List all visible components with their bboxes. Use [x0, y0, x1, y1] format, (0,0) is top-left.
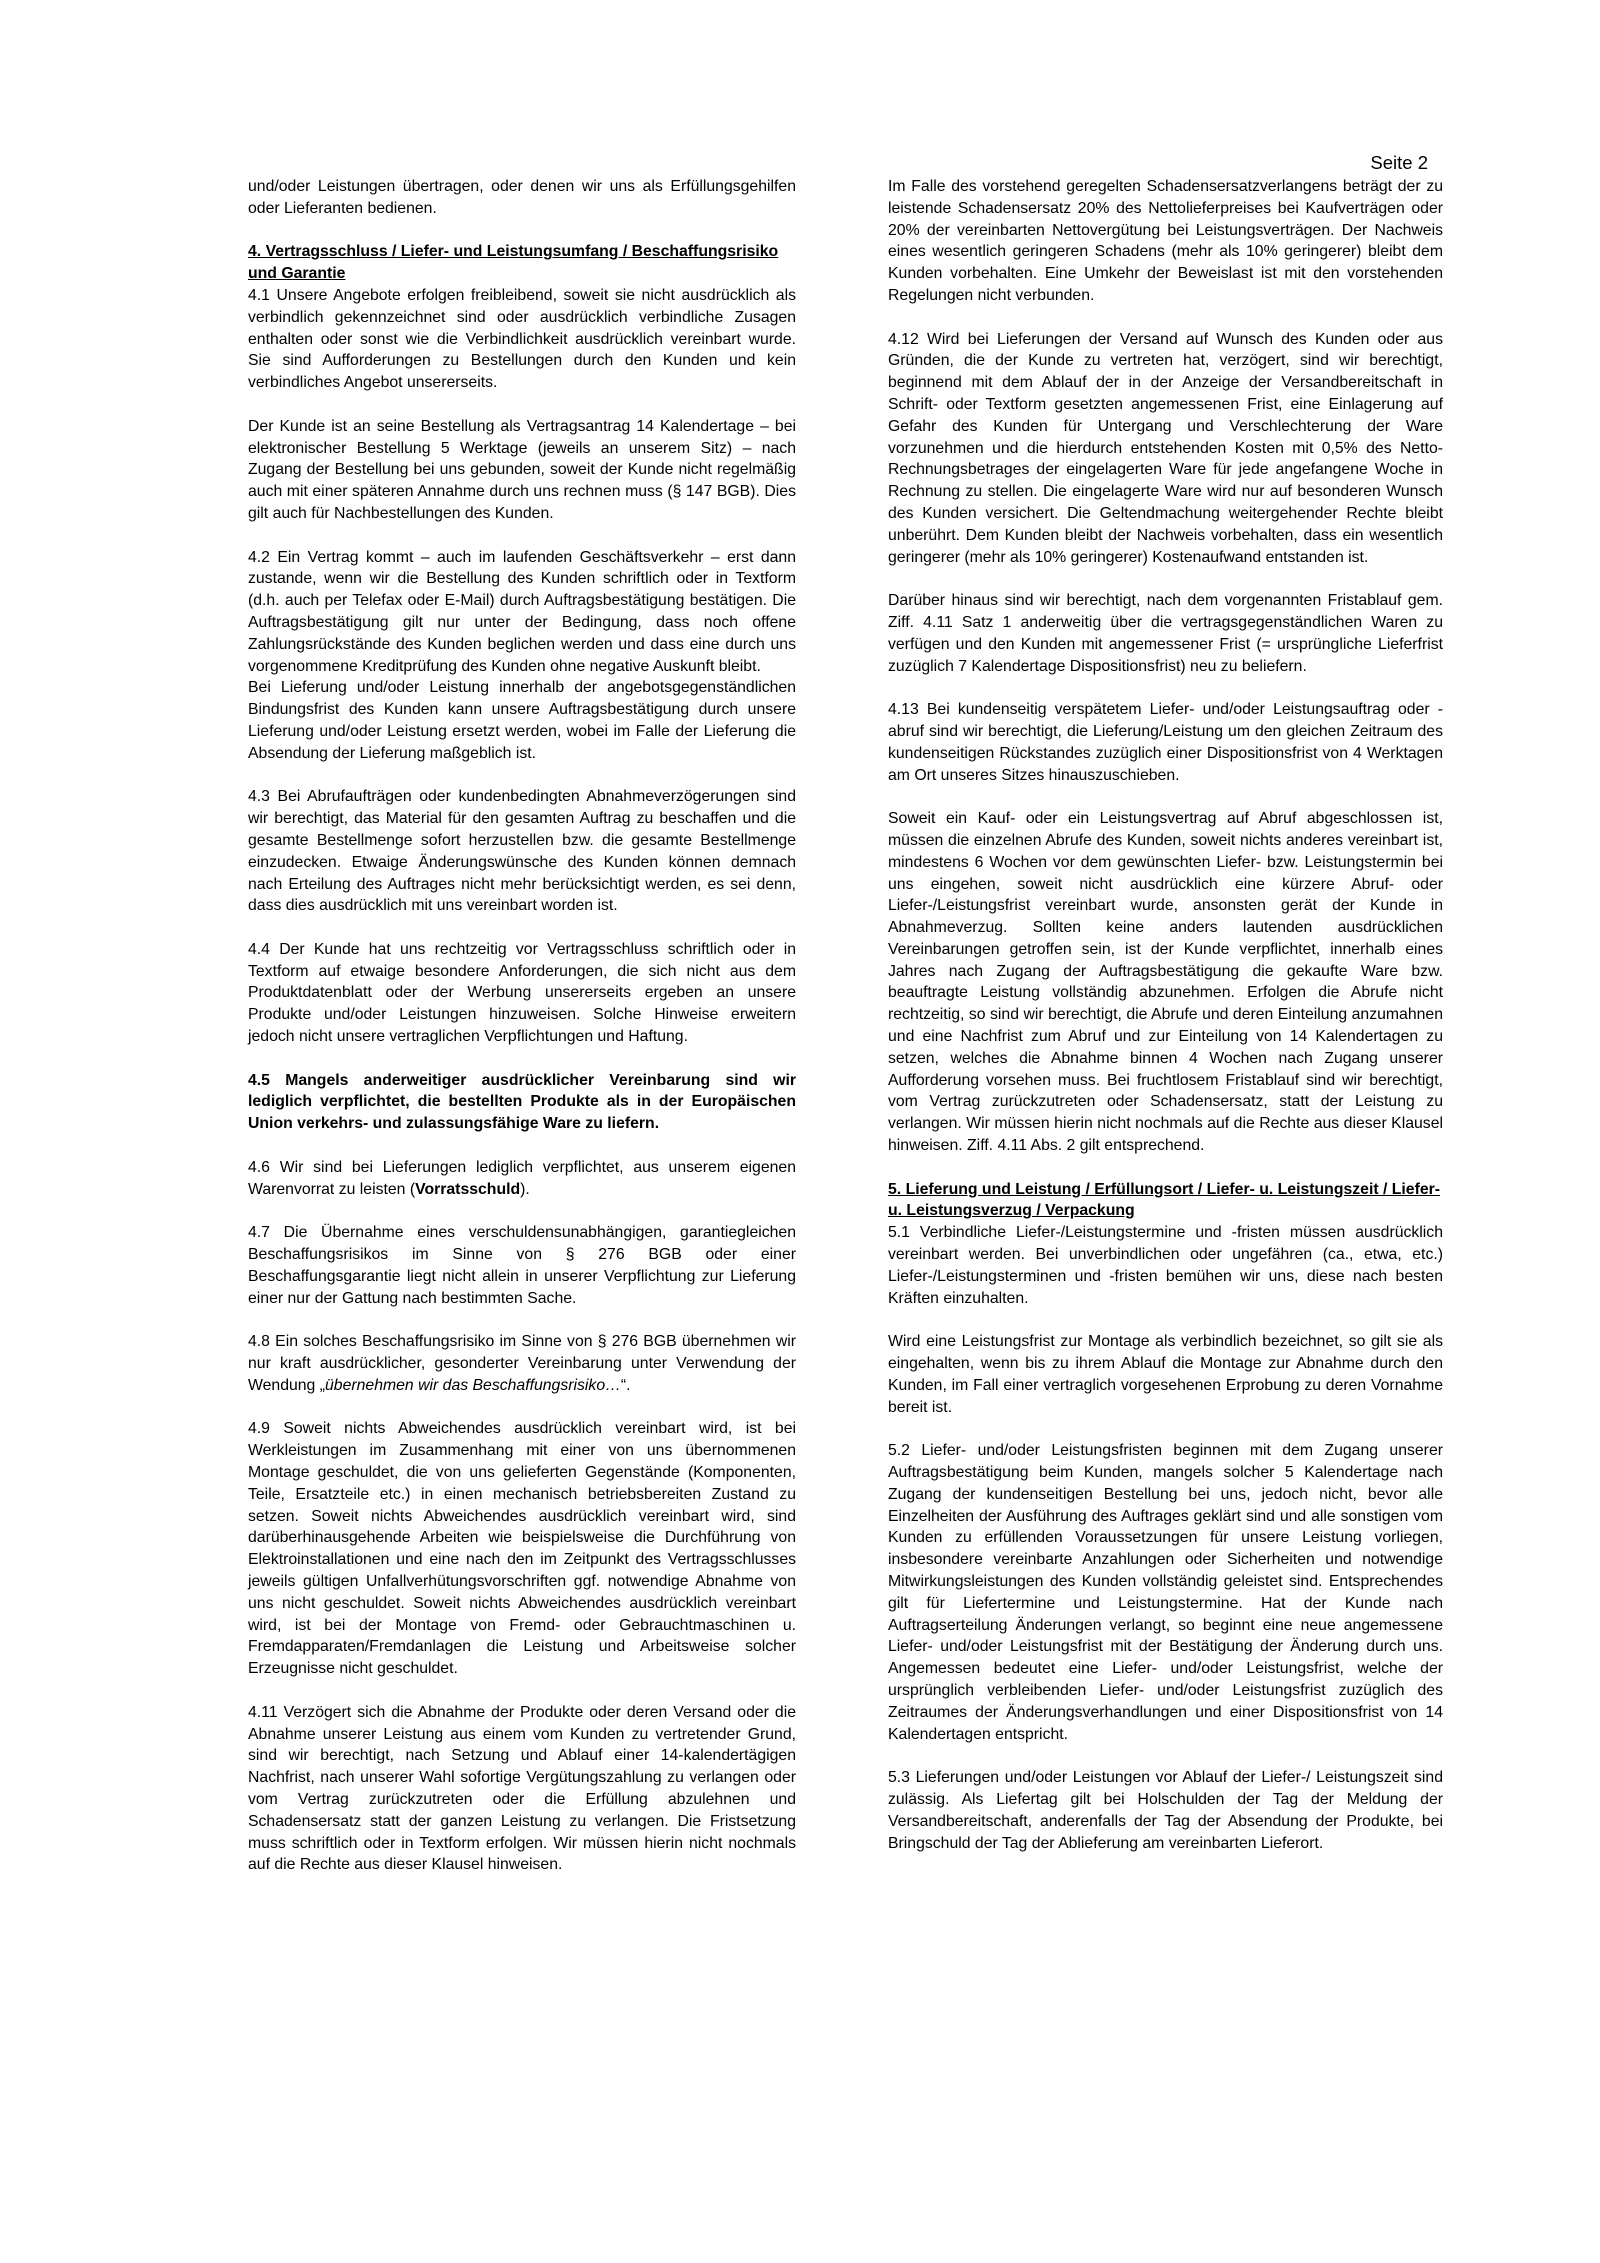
text-run: ).: [520, 1180, 530, 1198]
paragraph: [248, 1157, 796, 1201]
paragraph: Bei Lieferung und/oder Leistung innerhalb der angebotsgegenständlichen Bindungsfrist des Kunden kann unsere Auftragsbestätigung durch unsere Lieferung und/oder Leistung ersetzt werden, wobei im Falle der Lieferung die Absendung der Lieferung maßgeblich ist.: [248, 679, 796, 762]
paragraph: 4.3 Bei Abrufaufträgen oder kundenbedingten Abnahmeverzögerungen sind wir berechtigt, das Material für den gesamten Auftrag zu beschaffen und die gesamte Bestellmenge sofort herzustellen bzw. die gesamte Bestellmenge einzudecken. Etwaige Änderungswünsche des Kunden können demnach nach Erteilung des Auftrages nicht mehr berücksichtigt werden, es sei denn, dass dies ausdrücklich mit uns vereinbart worden ist.: [248, 788, 796, 915]
paragraph: 4.4 Der Kunde hat uns rechtzeitig vor Vertragsschluss schriftlich oder in Textform auf etwaige besondere Anforderungen, die sich nicht aus dem Produktdatenblatt oder der Werbung unsererseits ergeben an unsere Produkte und/oder Leistungen hinzuweisen. Solche Hinweise erweitern jedoch nicht unsere vertraglichen Verpflichtungen und Haftung.: [248, 940, 796, 1046]
page-number: Seite 2: [1370, 152, 1428, 173]
paragraph: 5.2 Liefer- und/oder Leistungsfristen beginnen mit dem Zugang unserer Auftragsbestätigung beim Kunden, mangels solcher 5 Kalendertage nach Zugang der kundenseitigen Bestellung bei uns, jedoch nicht, bevor alle Einzelheiten der Ausführung des Auftrages geklärt sind und alle sonstigen vom Kunden zu erfüllenden Voraussetzungen für unsere Leistung vorliegen, insbesondere vereinbarte Anzahlungen oder Sicherheiten und notwendige Mitwirkungsleistungen des Kunden vollständig geleistet sind. Entsprechendes gilt für Liefertermine und Leistungstermine. Hat der Kunde nach Auftragserteilung Änderungen verlangt, so beginnt eine neue angemessene Liefer- und/oder Leistungsfrist mit der Bestätigung der Änderung durch uns. Angemessen bedeutet eine Liefer- und/oder Leistungsfrist, welche der ursprünglich verbleibenden Liefer- und/oder Leistungsfrist zuzüglich des Zeitraumes der Änderungsverhandlungen und einer Dispositionsfrist von 14 Kalendertagen entspricht.: [888, 1442, 1443, 1743]
left-column: [248, 176, 796, 1876]
section-heading: 4. Vertragsschluss / Liefer- und Leistungsumfang / Beschaffungsrisiko und Garantie: [248, 243, 779, 283]
section-heading: 5. Lieferung und Leistung / Erfüllungsort / Liefer- u. Leistungszeit / Liefer- u. Leistungsverzug / Verpackung: [888, 1180, 1441, 1220]
paragraph: Im Falle des vorstehend geregelten Schadensersatzverlangens beträgt der zu leistende Schadensersatz 20% des Nettolieferpreises bei Kaufverträgen oder 20% der vereinbarten Nettovergütung bei Leistungsverträgen. Der Nachweis eines wesentlich geringeren Schadens (mehr als 10% geringerer) bleibt dem Kunden vorbehalten. Eine Umkehr der Beweislast ist mit den vorstehenden Regelungen nicht verbunden.: [888, 178, 1443, 304]
paragraph: 4.1 Unsere Angebote erfolgen freibleibend, soweit sie nicht ausdrücklich als verbindlich gekennzeichnet sind oder ausdrücklich verbindliche Zusagen enthalten oder sonst wie die Verbindlichkeit ausdrücklich vereinbart wurde. Sie sind Aufforderungen zu Bestellungen durch den Kunden und kein verbindliches Angebot unsererseits.: [248, 286, 796, 392]
paragraph-bold: 4.5 Mangels anderweitiger ausdrücklicher Vereinbarung sind wir lediglich verpflichtet, die bestellten Produkte als in der Europäischen Union verkehrs- und zulassungsfähige Ware zu liefern.: [248, 1071, 796, 1133]
paragraph: 4.9 Soweit nichts Abweichendes ausdrücklich vereinbart wird, ist bei Werkleistungen im Zusammenhang mit einer von uns übernommenen Montage geschuldet, die von uns gelieferten Gegenstände (Komponenten, Teile, Ersatzteile etc.) in einen mechanisch betriebsbereiten Zustand zu setzen. Soweit nichts Abweichendes ausdrücklich vereinbart wird, sind darüberhinausgehende Arbeiten wie beispielsweise die Durchführung von Elektroinstallationen und eine nach den im Zeitpunkt des Vertragsschlusses jeweils gültigen Unfallverhütungsvorschriften ggf. notwendige Abnahme von uns nicht geschuldet. Soweit nichts Abweichendes ausdrücklich vereinbart wird, ist bei der Montage von Fremd- oder Gebrauchtmaschinen u. Fremdapparaten/Fremdanlagen die Leistung und Arbeitsweise solcher Erzeugnisse nicht geschuldet.: [248, 1420, 796, 1678]
right-column: [888, 176, 1443, 1854]
paragraph: Der Kunde ist an seine Bestellung als Vertragsantrag 14 Kalendertage – bei elektronischer Bestellung 5 Werktage (jeweils an unserem Sitz) – nach Zugang der Bestellung bei uns gebunden, soweit der Kunde nicht regelmäßig auch mit einer späteren Annahme durch uns rechnen muss (§ 147 BGB). Dies gilt auch für Nachbestellungen des Kunden.: [248, 417, 796, 522]
text-run: 4.8 Ein solches Beschaffungsrisiko im Sinne von § 276 BGB übernehmen wir nur kraft ausdrücklicher, gesonderter Vereinbarung unter Verwendung der Wendung „: [248, 1333, 796, 1394]
paragraph: Soweit ein Kauf- oder ein Leistungsvertrag auf Abruf abgeschlossen ist, müssen die einzelnen Abrufe des Kunden, soweit nichts anderes vereinbart ist, mindestens 6 Wochen vor dem gewünschten Liefer- bzw. Leistungstermin bei uns eingehen, soweit nicht ausdrücklich eine kürzere Abruf- oder Liefer-/Leistungsfrist vereinbart wurde, ansonsten gerät der Kunde in Abnahmeverzug. Sollten keine anders lautenden ausdrücklichen Vereinbarungen getroffen sein, ist der Kunde verpflichtet, innerhalb eines Jahres nach Zugang der Auftragsbestätigung die gekaufte Ware bzw. beauftragte Leistung vollständig abzunehmen. Erfolgen die Abrufe nicht rechtzeitig, so sind wir berechtigt, die Abrufe und deren Einteilung anzumahnen und eine Nachfrist zum Abruf und zur Einteilung von 14 Kalendertagen zu setzen, welches die Abnahme binnen 4 Wochen nach Zugang unserer Aufforderung vorsehen muss. Bei fruchtlosem Fristablauf sind wir berechtigt, vom Vertrag zurückzutreten oder Schadensersatz, statt der Leistung zu verlangen. Wir müssen hierin nicht nochmals auf die Rechte aus dieser Klausel hinweisen. Ziff. 4.11 Abs. 2 gilt entsprechend.: [888, 810, 1443, 1155]
paragraph: Wird eine Leistungsfrist zur Montage als verbindlich bezeichnet, so gilt sie als eingehalten, wenn bis zu ihrem Ablauf die Montage zur Abnahme durch den Kunden, im Fall einer vertraglich vorgesehenen Erprobung zu deren Vornahme bereit ist.: [888, 1333, 1443, 1416]
paragraph: 5.1 Verbindliche Liefer-/Leistungstermine und -fristen müssen ausdrücklich vereinbart werden. Bei unverbindlichen oder ungefähren (ca., etwa, etc.) Liefer-/Leistungsterminen und -fristen bemühen wir uns, diese nach besten Kräften einzuhalten.: [888, 1224, 1443, 1307]
paragraph: 4.7 Die Übernahme eines verschuldensunabhängigen, garantiegleichen Beschaffungsrisikos im Sinne von § 276 BGB oder einer Beschaffungsgarantie liegt nicht allein in unserer Verpflichtung zur Lieferung einer nur der Gattung nach bestimmten Sache.: [248, 1224, 796, 1307]
paragraph: und/oder Leistungen übertragen, oder denen wir uns als Erfüllungsgehilfen oder Lieferanten bedienen.: [248, 178, 796, 217]
paragraph: 4.11 Verzögert sich die Abnahme der Produkte oder deren Versand oder die Abnahme unserer Leistung aus einem vom Kunden zu vertretender Grund, sind wir berechtigt, nach Setzung und Ablauf einer 14-kalendertägigen Nachfrist, nach unserer Wahl sofortige Vergütungszahlung zu verlangen oder vom Vertrag zurückzutreten oder die Erfüllung abzulehnen und Schadensersatz statt der ganzen Leistung zu verlangen. Die Fristsetzung muss schriftlich oder in Textform erfolgen. Wir müssen hierin nicht nochmals auf die Rechte aus dieser Klausel hinweisen.: [248, 1703, 796, 1874]
text-run: 4.6 Wir sind bei Lieferungen lediglich verpflichtet, aus unserem eigenen Warenvorrat zu leisten (: [248, 1158, 796, 1198]
emphasis-vorratsschuld: Vorratsschuld: [415, 1180, 521, 1198]
paragraph: 5.3 Lieferungen und/oder Leistungen vor Ablauf der Liefer-/ Leistungszeit sind zulässig. Als Liefertag gilt bei Holschulden der Tag der Meldung der Versandbereitschaft, anderenfalls der Tag der Absendung der Produkte, bei Bringschuld der Tag der Ablieferung am vereinbarten Lieferort.: [888, 1769, 1443, 1852]
paragraph: Darüber hinaus sind wir berechtigt, nach dem vorgenannten Fristablauf gem. Ziff. 4.11 Satz 1 anderweitig über die vertragsgegenständlichen Waren zu verfügen und den Kunden mit angemessener Frist (= ursprüngliche Lieferfrist zuzüglich 7 Kalendertage Dispositionsfrist) neu zu beliefern.: [888, 592, 1443, 675]
paragraph: 4.12 Wird bei Lieferungen der Versand auf Wunsch des Kunden oder aus Gründen, die der Kunde zu vertreten hat, verzögert, sind wir berechtigt, beginnend mit dem Ablauf der in der Anzeige der Versandbereitschaft in Schrift- oder Textform gesetzten angemessenen Frist, eine Einlagerung auf Gefahr des Kunden für Untergang und Verschlechterung der Ware vorzunehmen und die hierdurch entstehenden Kosten mit 0,5% des Netto-Rechnungsbetrages der eingelagerten Ware für jede angefangene Woche in Rechnung zu stellen. Die eingelagerte Ware wird nur auf besonderen Wunsch des Kunden versichert. Die Geltendmachung weitergehender Rechte bleibt unberührt. Dem Kunden bleibt der Nachweis vorbehalten, dass ein wesentlich geringerer (mehr als 10% geringerer) Kostenaufwand entstanden ist.: [888, 330, 1443, 566]
paragraph: 4.13 Bei kundenseitig verspätetem Liefer- und/oder Leistungsauftrag oder -abruf sind wir berechtigt, die Lieferung/Leistung um den gleichen Zeitraum des kundenseitigen Rückstandes zuzüglich einer Dispositionsfrist von 4 Werktagen am Ort unseres Sitzes hinauszuschieben.: [888, 701, 1443, 784]
italic-phrase: übernehmen wir das Beschaffungsrisiko…: [325, 1376, 621, 1394]
paragraph: [248, 1331, 796, 1396]
paragraph: 4.2 Ein Vertrag kommt – auch im laufenden Geschäftsverkehr – erst dann zustande, wenn wir die Bestellung des Kunden schriftlich oder in Textform (d.h. auch per Telefax oder E-Mail) durch Auftragsbestätigung bestätigen. Die Auftragsbestätigung gilt nur unter der Bedingung, dass noch offene Zahlungsrückstände des Kunden beglichen werden und dass eine durch uns vorgenommene Kreditprüfung des Kunden ohne negative Auskunft bleibt.: [248, 548, 796, 675]
text-run: “.: [620, 1376, 631, 1394]
